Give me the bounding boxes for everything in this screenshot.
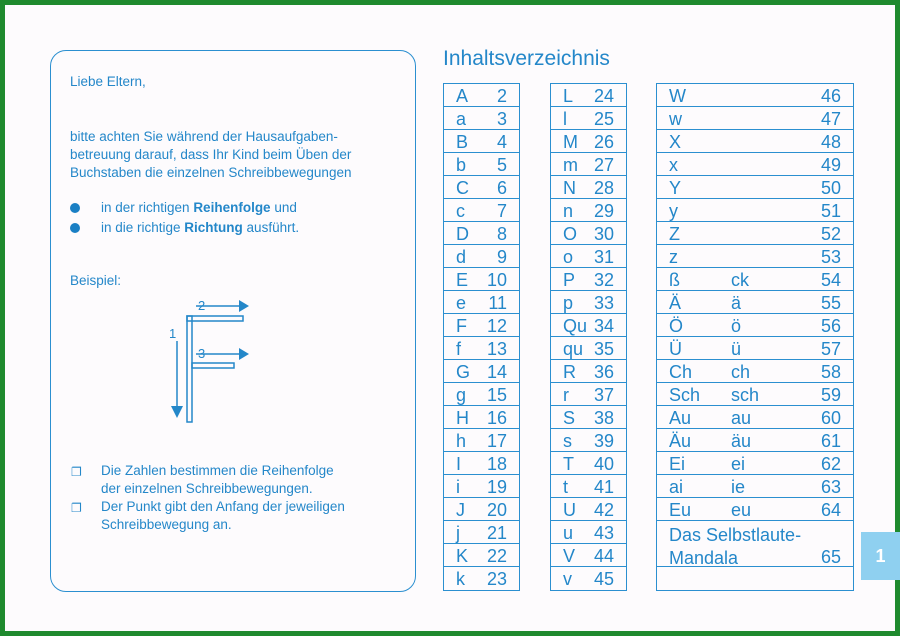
page-number-tab: 1 [861, 532, 900, 580]
toc-entry [657, 107, 853, 130]
toc-entry [657, 406, 853, 429]
toc-entry-letter: O [563, 224, 578, 244]
toc-entry [444, 360, 519, 383]
toc-entry-letter: f [456, 339, 462, 359]
toc-entry-page: 9 [496, 247, 507, 267]
intro-line-3: Buchstaben die einzelnen Schreibbewegungen [70, 165, 352, 180]
toc-entry [657, 268, 853, 291]
toc-entry-letter: U [563, 500, 576, 520]
toc-entry-page: 48 [820, 132, 841, 152]
toc-entry [444, 567, 519, 590]
toc-column-2 [550, 83, 627, 591]
toc-entry [551, 383, 626, 406]
toc-entry-letter-lowercase: eu [731, 500, 752, 520]
toc-entry-page: 13 [486, 339, 507, 359]
toc-entry-letter: Qu [563, 316, 588, 336]
toc-entry [657, 245, 853, 268]
toc-entry-page: 5 [496, 155, 507, 175]
toc-entry-page: 46 [820, 86, 841, 106]
toc-entry-letter-lowercase: ö [731, 316, 742, 336]
toc-entry-page: 17 [486, 431, 507, 451]
toc-entry-letter: R [563, 362, 576, 382]
toc-entry-letter: X [669, 132, 682, 152]
toc-entry-page: 24 [593, 86, 614, 106]
toc-entry [444, 222, 519, 245]
toc-entry [551, 360, 626, 383]
toc-entry-letter: s [563, 431, 572, 451]
toc-entry-page: 53 [820, 247, 841, 267]
toc-entry-page: 55 [820, 293, 841, 313]
toc-entry [444, 429, 519, 452]
toc-entry-page: 38 [593, 408, 614, 428]
toc-entry-page: 15 [486, 385, 507, 405]
note-1-line-1: Die Zahlen bestimmen die Reihenfolge [101, 463, 334, 478]
toc-entry [657, 475, 853, 498]
toc-entry-page: 3 [496, 109, 507, 129]
toc-entry-letter: Das Selbstlaute- [669, 525, 802, 545]
toc-entry [551, 153, 626, 176]
toc-entry-letter: c [456, 201, 465, 221]
toc-column-3 [656, 83, 854, 591]
toc-entry-letter: B [456, 132, 469, 152]
toc-entry-letter: j [456, 523, 460, 543]
toc-entry-letter: P [563, 270, 576, 290]
toc-title: Inhaltsverzeichnis [443, 47, 610, 70]
toc-entry [657, 567, 853, 590]
toc-entry-page: 22 [486, 546, 507, 566]
bullet-dot-icon [70, 223, 80, 233]
toc-entry-letter: N [563, 178, 576, 198]
toc-entry [551, 406, 626, 429]
toc-entry [551, 452, 626, 475]
toc-entry [444, 498, 519, 521]
toc-entry-letter: Ä [669, 293, 682, 313]
toc-entry-page: 37 [593, 385, 614, 405]
toc-entry-letter: u [563, 523, 574, 543]
toc-entry [551, 291, 626, 314]
toc-entry-page: 19 [486, 477, 507, 497]
toc-entry-page: 20 [486, 500, 507, 520]
toc-entry [657, 360, 853, 383]
toc-entry [551, 268, 626, 291]
toc-entry-page: 16 [486, 408, 507, 428]
toc-entry-page: 43 [593, 523, 614, 543]
toc-entry-letter: v [563, 569, 572, 589]
toc-entry [444, 475, 519, 498]
toc-entry [444, 383, 519, 406]
toc-entry-page: 45 [593, 569, 614, 589]
greeting: Liebe Eltern, [70, 74, 146, 89]
toc-entry-page: 34 [593, 316, 614, 336]
toc-entry-page: 36 [593, 362, 614, 382]
toc-entry-letter-lowercase: ä [731, 293, 742, 313]
toc-entry [444, 199, 519, 222]
toc-entry-letter: V [563, 546, 576, 566]
toc-entry-page: 63 [820, 477, 841, 497]
toc-entry-letter: i [456, 477, 460, 497]
toc-entry-letter: k [456, 569, 465, 589]
toc-entry-letter-lowercase: ei [731, 454, 746, 474]
toc-entry-letter: n [563, 201, 574, 221]
toc-entry-letter: F [456, 316, 467, 336]
toc-entry-page: 50 [820, 178, 841, 198]
toc-entry-page: 51 [820, 201, 841, 221]
toc-entry [657, 84, 853, 107]
toc-entry-letter: H [456, 408, 469, 428]
toc-entry-letter: Eu [669, 500, 692, 520]
toc-entry-letter: h [456, 431, 467, 451]
toc-entry-page: 49 [820, 155, 841, 175]
toc-entry-letter-lowercase: ck [731, 270, 749, 290]
toc-entry-page: 61 [820, 431, 841, 451]
note-2-line-2: Schreibbewegung an. [101, 517, 232, 532]
letter-f-stroke-example [161, 296, 261, 436]
toc-entry-page: 62 [820, 454, 841, 474]
toc-entry [444, 406, 519, 429]
toc-entry-page: 12 [486, 316, 507, 336]
stroke-number-3: 3 [198, 346, 206, 361]
toc-entry-page: 28 [593, 178, 614, 198]
toc-entry [657, 130, 853, 153]
toc-entry-letter: A [456, 86, 469, 106]
toc-entry-letter-lowercase: sch [731, 385, 760, 405]
toc-entry-page: 6 [496, 178, 507, 198]
intro-line-2: betreuung darauf, dass Ihr Kind beim Üben der [70, 147, 352, 162]
toc-entry-letter: Ei [669, 454, 686, 474]
toc-entry-page: 14 [486, 362, 507, 382]
toc-entry-letter: W [669, 86, 686, 106]
toc-entry-page: 35 [593, 339, 614, 359]
toc-entry [551, 130, 626, 153]
toc-entry-page: 60 [820, 408, 841, 428]
bullet-dot-icon [70, 203, 80, 213]
toc-entry [444, 291, 519, 314]
toc-entry [657, 521, 853, 567]
toc-entry [551, 498, 626, 521]
toc-entry-letter: l [563, 109, 567, 129]
toc-entry [657, 429, 853, 452]
toc-entry-page: 40 [593, 454, 614, 474]
toc-entry-letter: b [456, 155, 467, 175]
toc-entry [657, 176, 853, 199]
toc-entry-page: 52 [820, 224, 841, 244]
toc-entry-page: 54 [820, 270, 841, 290]
toc-entry [444, 521, 519, 544]
toc-entry [444, 268, 519, 291]
toc-entry-letter-lowercase: ie [731, 477, 746, 497]
toc-entry-letter: T [563, 454, 574, 474]
toc-entry-letter: Au [669, 408, 692, 428]
toc-entry [444, 176, 519, 199]
toc-entry [551, 199, 626, 222]
toc-entry-page: 64 [820, 500, 841, 520]
toc-entry [444, 245, 519, 268]
toc-entry-letter: D [456, 224, 469, 244]
stroke-number-1: 1 [169, 326, 177, 341]
toc-entry-page: 32 [593, 270, 614, 290]
toc-entry-letter-lowercase: ch [731, 362, 751, 382]
toc-entry [444, 107, 519, 130]
toc-entry-letter: t [563, 477, 569, 497]
toc-entry [444, 153, 519, 176]
example-label: Beispiel: [70, 273, 122, 288]
toc-entry-page: 8 [496, 224, 507, 244]
toc-entry-letter: I [456, 454, 462, 474]
toc-entry-page: 33 [593, 293, 614, 313]
toc-entry-letter: Z [669, 224, 680, 244]
toc-entry [444, 452, 519, 475]
toc-entry-letter: Ch [669, 362, 693, 382]
toc-entry-page: 39 [593, 431, 614, 451]
toc-entry-letter: p [563, 293, 574, 313]
toc-entry [551, 337, 626, 360]
note-marker-icon: ❐ [71, 465, 82, 479]
toc-entry-page: 42 [593, 500, 614, 520]
toc-entry-page: 30 [593, 224, 614, 244]
bullet-direction: in die richtige Richtung ausführt. [101, 220, 300, 235]
toc-entry [551, 176, 626, 199]
toc-entry-letter: C [456, 178, 469, 198]
toc-entry-letter-lowercase: äu [731, 431, 752, 451]
toc-entry [551, 567, 626, 590]
toc-entry [551, 84, 626, 107]
toc-entry-letter: m [563, 155, 578, 175]
toc-entry [657, 383, 853, 406]
toc-entry-letter: Ü [669, 339, 682, 359]
toc-entry-letter-lowercase: au [731, 408, 752, 428]
toc-entry-letter: g [456, 385, 467, 405]
toc-entry [444, 337, 519, 360]
toc-entry-letter: ai [669, 477, 684, 497]
toc-entry-page: 41 [593, 477, 614, 497]
toc-entry [551, 314, 626, 337]
toc-entry [551, 475, 626, 498]
toc-column-1 [443, 83, 520, 591]
toc-entry [444, 314, 519, 337]
toc-entry [444, 544, 519, 567]
toc-entry [657, 291, 853, 314]
toc-entry [444, 84, 519, 107]
toc-entry-page: 44 [593, 546, 614, 566]
toc-entry [551, 521, 626, 544]
note-marker-icon: ❐ [71, 501, 82, 515]
toc-entry-page: 47 [820, 109, 841, 129]
parent-note-card [50, 50, 416, 592]
toc-entry-page: 4 [496, 132, 507, 152]
toc-entry-letter: qu [563, 339, 584, 359]
intro-line-1: bitte achten Sie während der Hausaufgaben- [70, 129, 338, 144]
toc-entry-letter: a [456, 109, 467, 129]
toc-entry [551, 429, 626, 452]
toc-entry-page: 26 [593, 132, 614, 152]
toc-entry-letter: ß [669, 270, 680, 290]
toc-entry-letter-lowercase: ü [731, 339, 742, 359]
toc-entry-page: 65 [820, 547, 841, 567]
toc-entry-letter: r [563, 385, 569, 405]
toc-entry-letter: L [563, 86, 574, 106]
toc-entry-letter: w [669, 109, 682, 129]
toc-entry [551, 107, 626, 130]
toc-entry-page: 29 [593, 201, 614, 221]
toc-entry-page: 21 [486, 523, 507, 543]
toc-entry-page: 56 [820, 316, 841, 336]
stroke-number-2: 2 [198, 298, 206, 313]
toc-entry [657, 222, 853, 245]
toc-entry-page: 31 [593, 247, 614, 267]
toc-entry-page: 58 [820, 362, 841, 382]
toc-entry-label-line-2: Mandala [669, 548, 739, 568]
toc-entry-letter: G [456, 362, 471, 382]
toc-entry-page: 57 [820, 339, 841, 359]
toc-entry [657, 199, 853, 222]
toc-entry-page: 59 [820, 385, 841, 405]
toc-entry-letter: e [456, 293, 467, 313]
toc-entry-letter: y [669, 201, 678, 221]
toc-entry-page: 2 [496, 86, 507, 106]
toc-entry-page: 7 [496, 201, 507, 221]
toc-entry-page: 27 [593, 155, 614, 175]
toc-entry-letter: Sch [669, 385, 701, 405]
toc-entry [551, 245, 626, 268]
toc-entry-letter: z [669, 247, 678, 267]
toc-entry-letter: E [456, 270, 469, 290]
note-1-line-2: der einzelnen Schreibbewegungen. [101, 481, 313, 496]
toc-entry-letter: J [456, 500, 465, 520]
toc-entry-letter: o [563, 247, 574, 267]
toc-entry-letter: K [456, 546, 469, 566]
toc-entry [657, 452, 853, 475]
toc-entry-page: 23 [486, 569, 507, 589]
toc-entry-letter: Ö [669, 316, 684, 336]
toc-entry-page: 10 [486, 270, 507, 290]
toc-entry-letter: S [563, 408, 576, 428]
toc-entry [657, 314, 853, 337]
toc-entry [657, 153, 853, 176]
toc-entry-letter: d [456, 247, 467, 267]
toc-entry-letter: Y [669, 178, 682, 198]
toc-entry [657, 498, 853, 521]
toc-entry-page: 11 [488, 293, 507, 313]
toc-entry [551, 222, 626, 245]
toc-entry-page: 18 [486, 454, 507, 474]
toc-entry [551, 544, 626, 567]
note-2-line-1: Der Punkt gibt den Anfang der jeweiligen [101, 499, 345, 514]
toc-entry [657, 337, 853, 360]
toc-entry-letter: Äu [669, 431, 692, 451]
toc-entry-letter: M [563, 132, 578, 152]
toc-entry [444, 130, 519, 153]
bullet-order: in der richtigen Reihenfolge und [101, 200, 297, 215]
toc-entry-page: 25 [593, 109, 614, 129]
toc-entry-letter: x [669, 155, 678, 175]
